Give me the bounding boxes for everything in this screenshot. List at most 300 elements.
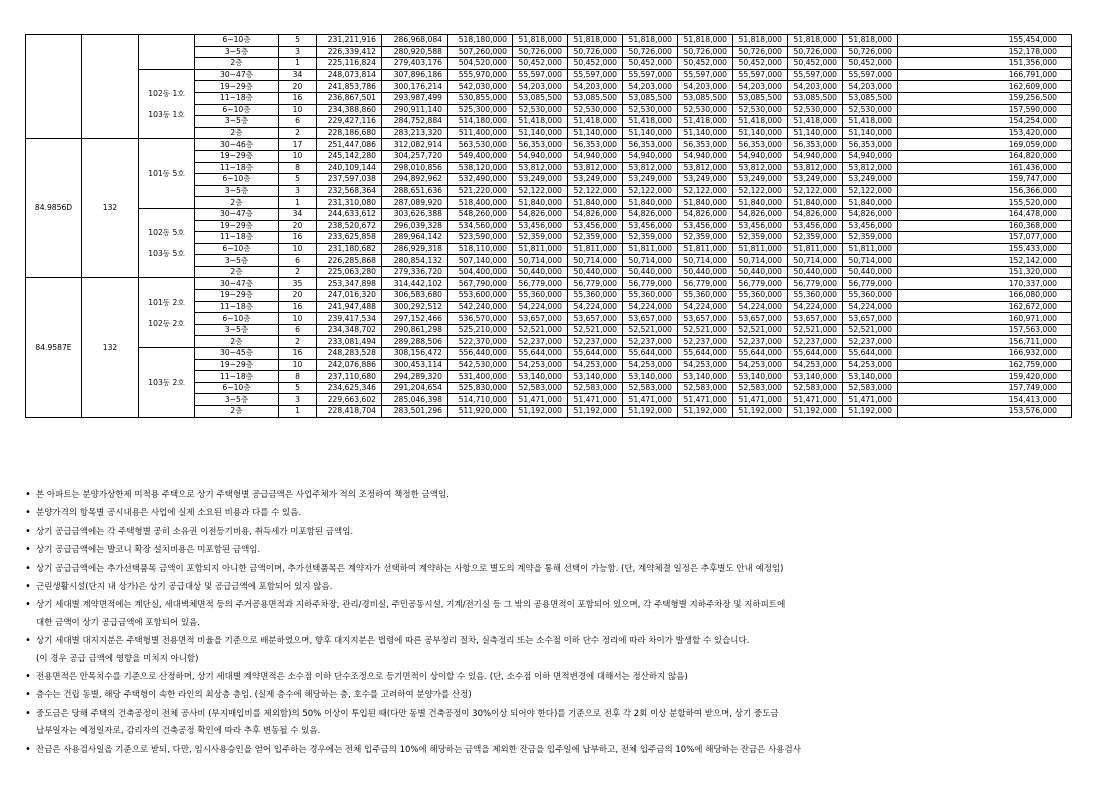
amount-cell: 53,249,000 bbox=[513, 174, 568, 186]
amount-cell: 52,530,000 bbox=[623, 104, 678, 116]
floor-range-cell: 11~18층 bbox=[195, 232, 279, 244]
amount-cell: 51,140,000 bbox=[733, 127, 788, 139]
total-amount-cell: 160,368,000 bbox=[898, 220, 1072, 232]
amount-cell: 52,521,000 bbox=[788, 324, 843, 336]
amount-cell: 538,120,000 bbox=[448, 162, 513, 174]
amount-cell: 511,400,000 bbox=[448, 127, 513, 139]
amount-cell: 226,285,868 bbox=[317, 255, 382, 267]
amount-cell: 55,644,000 bbox=[678, 348, 733, 360]
building-cell bbox=[139, 35, 195, 70]
amount-cell: 51,811,000 bbox=[623, 243, 678, 255]
amount-cell: 233,081,494 bbox=[317, 336, 382, 348]
building-label: 103동 1호 bbox=[148, 110, 185, 120]
amount-cell: 53,657,000 bbox=[733, 313, 788, 325]
amount-cell: 52,583,000 bbox=[788, 382, 843, 394]
amount-cell: 53,812,000 bbox=[733, 162, 788, 174]
note-item: • 중도금은 당해 주택의 건축공정이 전체 공사비 (부지매입비를 제외함)의 50% 이상이 투입된 때(다만 동별 건축공정이 30%이상 되어야 한다)를 기준으로 전후 각 2회 이상 분할하여 받으며, 상기 중도금 납부일자는 예정일자로, 감리자의 건축공정 확인에 따라 추후 변동될 수 있음. bbox=[25, 705, 1095, 741]
amount-cell: 55,597,000 bbox=[788, 69, 843, 81]
floor-range-cell: 2층 bbox=[195, 336, 279, 348]
amount-cell: 56,779,000 bbox=[623, 278, 678, 290]
amount-cell: 53,456,000 bbox=[678, 220, 733, 232]
amount-cell: 54,224,000 bbox=[788, 301, 843, 313]
amount-cell: 556,440,000 bbox=[448, 348, 513, 360]
total-amount-cell: 159,256,500 bbox=[898, 92, 1072, 104]
amount-cell: 52,237,000 bbox=[733, 336, 788, 348]
amount-cell: 54,253,000 bbox=[678, 359, 733, 371]
amount-cell: 51,418,000 bbox=[678, 116, 733, 128]
amount-cell: 52,583,000 bbox=[513, 382, 568, 394]
amount-cell: 51,840,000 bbox=[733, 197, 788, 209]
amount-cell: 53,456,000 bbox=[733, 220, 788, 232]
amount-cell: 55,644,000 bbox=[788, 348, 843, 360]
amount-cell: 567,790,000 bbox=[448, 278, 513, 290]
amount-cell: 50,440,000 bbox=[513, 266, 568, 278]
amount-cell: 289,288,506 bbox=[382, 336, 448, 348]
total-amount-cell: 166,791,000 bbox=[898, 69, 1072, 81]
amount-cell: 549,400,000 bbox=[448, 150, 513, 162]
amount-cell: 51,418,000 bbox=[513, 116, 568, 128]
amount-cell: 244,633,612 bbox=[317, 208, 382, 220]
total-amount-cell: 166,932,000 bbox=[898, 348, 1072, 360]
total-amount-cell: 157,563,000 bbox=[898, 324, 1072, 336]
household-count-cell: 3 bbox=[279, 185, 317, 197]
amount-cell: 52,359,000 bbox=[568, 232, 623, 244]
floor-range-cell: 19~29층 bbox=[195, 150, 279, 162]
amount-cell: 52,359,000 bbox=[733, 232, 788, 244]
amount-cell: 55,597,000 bbox=[843, 69, 898, 81]
amount-cell: 51,418,000 bbox=[788, 116, 843, 128]
total-amount-cell: 164,478,000 bbox=[898, 208, 1072, 220]
amount-cell: 287,089,920 bbox=[382, 197, 448, 209]
amount-cell: 54,826,000 bbox=[788, 208, 843, 220]
amount-cell: 54,224,000 bbox=[623, 301, 678, 313]
amount-cell: 530,855,000 bbox=[448, 92, 513, 104]
amount-cell: 53,456,000 bbox=[788, 220, 843, 232]
amount-cell: 53,140,000 bbox=[623, 371, 678, 383]
floor-range-cell: 3~5층 bbox=[195, 46, 279, 58]
amount-cell: 523,590,000 bbox=[448, 232, 513, 244]
amount-cell: 237,597,038 bbox=[317, 174, 382, 186]
amount-cell: 253,347,898 bbox=[317, 278, 382, 290]
household-count-cell: 16 bbox=[279, 232, 317, 244]
amount-cell: 52,521,000 bbox=[843, 324, 898, 336]
amount-cell: 241,947,488 bbox=[317, 301, 382, 313]
amount-cell: 51,471,000 bbox=[843, 394, 898, 406]
amount-cell: 51,811,000 bbox=[788, 243, 843, 255]
area-cell: 84.9587E bbox=[26, 278, 82, 417]
amount-cell: 50,714,000 bbox=[568, 255, 623, 267]
amount-cell: 52,521,000 bbox=[513, 324, 568, 336]
floor-range-cell: 6~10층 bbox=[195, 35, 279, 47]
total-amount-cell: 162,609,000 bbox=[898, 81, 1072, 93]
amount-cell: 51,471,000 bbox=[678, 394, 733, 406]
amount-cell: 245,142,280 bbox=[317, 150, 382, 162]
note-item: • 상기 세대별 계약면적에는 계단실, 세대벽체면적 등의 주거공용면적과 지하주차장, 관리/경비실, 주민공동시설, 기계/전기실 등 그 밖의 공용면적이 포함되어 있으며, 각 주택형별 지하주차장 및 지하피트에 대한 금액이 상기 공급금액에 포함되어 있음. bbox=[25, 596, 1095, 632]
amount-cell: 511,920,000 bbox=[448, 406, 513, 418]
amount-cell: 52,237,000 bbox=[788, 336, 843, 348]
note-item: • 잔금은 사용검사일을 기준으로 받되, 다만, 임시사용승인을 얻어 입주하는 경우에는 전체 입주금의 10%에 해당하는 금액을 제외한 잔금을 입주일에 납부하고, 전체 입주금의 10%에 해당하는 잔금은 사용검사 bbox=[25, 741, 1095, 759]
amount-cell: 542,530,000 bbox=[448, 359, 513, 371]
amount-cell: 300,453,114 bbox=[382, 359, 448, 371]
note-item: • 층수는 건립 동별, 해당 주택형이 속한 라인의 최상층 층임. (실제 층수에 해당하는 층, 호수를 고려하여 분양가를 산정) bbox=[25, 686, 1095, 704]
amount-cell: 229,427,116 bbox=[317, 116, 382, 128]
amount-cell: 56,353,000 bbox=[568, 139, 623, 151]
amount-cell: 56,779,000 bbox=[513, 278, 568, 290]
amount-cell: 286,929,318 bbox=[382, 243, 448, 255]
amount-cell: 52,583,000 bbox=[843, 382, 898, 394]
amount-cell: 300,292,512 bbox=[382, 301, 448, 313]
household-count-cell: 10 bbox=[279, 150, 317, 162]
amount-cell: 283,501,296 bbox=[382, 406, 448, 418]
total-amount-cell: 157,749,000 bbox=[898, 382, 1072, 394]
amount-cell: 225,063,280 bbox=[317, 266, 382, 278]
amount-cell: 53,085,500 bbox=[678, 92, 733, 104]
floor-range-cell: 19~29층 bbox=[195, 220, 279, 232]
total-amount-cell: 159,420,000 bbox=[898, 371, 1072, 383]
amount-cell: 294,892,962 bbox=[382, 174, 448, 186]
amount-cell: 514,710,000 bbox=[448, 394, 513, 406]
amount-cell: 555,970,000 bbox=[448, 69, 513, 81]
amount-cell: 53,249,000 bbox=[788, 174, 843, 186]
amount-cell: 52,122,000 bbox=[843, 185, 898, 197]
total-amount-cell: 164,820,000 bbox=[898, 150, 1072, 162]
total-amount-cell: 156,711,000 bbox=[898, 336, 1072, 348]
table-row bbox=[26, 139, 1072, 151]
amount-cell: 56,779,000 bbox=[788, 278, 843, 290]
area-cell: 84.9856D bbox=[26, 139, 82, 278]
amount-cell: 51,840,000 bbox=[843, 197, 898, 209]
floor-range-cell: 3~5층 bbox=[195, 185, 279, 197]
note-item: • 전용면적은 안목치수를 기준으로 산정하며, 상기 세대별 계약면적은 소수점 이하 단수조정으로 등기면적이 상이할 수 있음. (단, 소수점 이하 면적변경에 대해서는 정산하지 않음) bbox=[25, 668, 1095, 686]
amount-cell: 247,016,320 bbox=[317, 290, 382, 302]
amount-cell: 55,360,000 bbox=[568, 290, 623, 302]
amount-cell: 280,920,588 bbox=[382, 46, 448, 58]
amount-cell: 553,600,000 bbox=[448, 290, 513, 302]
floor-range-cell: 19~29층 bbox=[195, 81, 279, 93]
amount-cell: 514,180,000 bbox=[448, 116, 513, 128]
amount-cell: 56,353,000 bbox=[513, 139, 568, 151]
amount-cell: 52,521,000 bbox=[568, 324, 623, 336]
total-amount-cell: 154,254,000 bbox=[898, 116, 1072, 128]
amount-cell: 286,968,084 bbox=[382, 35, 448, 47]
amount-cell: 531,400,000 bbox=[448, 371, 513, 383]
amount-cell: 53,140,000 bbox=[733, 371, 788, 383]
amount-cell: 53,249,000 bbox=[733, 174, 788, 186]
amount-cell: 52,237,000 bbox=[623, 336, 678, 348]
amount-cell: 54,826,000 bbox=[678, 208, 733, 220]
amount-cell: 56,353,000 bbox=[623, 139, 678, 151]
building-label: 102동 1호 bbox=[148, 89, 185, 99]
amount-cell: 51,840,000 bbox=[678, 197, 733, 209]
total-amount-cell: 162,672,000 bbox=[898, 301, 1072, 313]
amount-cell: 50,440,000 bbox=[623, 266, 678, 278]
amount-cell: 52,359,000 bbox=[623, 232, 678, 244]
amount-cell: 53,249,000 bbox=[568, 174, 623, 186]
amount-cell: 53,456,000 bbox=[623, 220, 678, 232]
amount-cell: 53,085,500 bbox=[733, 92, 788, 104]
floor-range-cell: 2층 bbox=[195, 58, 279, 70]
amount-cell: 50,452,000 bbox=[843, 58, 898, 70]
table-row bbox=[26, 69, 1072, 81]
amount-cell: 234,388,860 bbox=[317, 104, 382, 116]
amount-cell: 521,220,000 bbox=[448, 185, 513, 197]
amount-cell: 53,085,500 bbox=[513, 92, 568, 104]
amount-cell: 237,110,680 bbox=[317, 371, 382, 383]
amount-cell: 50,714,000 bbox=[623, 255, 678, 267]
amount-cell: 50,714,000 bbox=[843, 255, 898, 267]
amount-cell: 53,249,000 bbox=[843, 174, 898, 186]
amount-cell: 52,521,000 bbox=[733, 324, 788, 336]
amount-cell: 50,726,000 bbox=[513, 46, 568, 58]
floor-range-cell: 19~29층 bbox=[195, 290, 279, 302]
amount-cell: 53,812,000 bbox=[568, 162, 623, 174]
amount-cell: 280,854,132 bbox=[382, 255, 448, 267]
household-count-cell: 6 bbox=[279, 255, 317, 267]
amount-cell: 525,830,000 bbox=[448, 382, 513, 394]
amount-cell: 225,116,824 bbox=[317, 58, 382, 70]
amount-cell: 53,140,000 bbox=[843, 371, 898, 383]
amount-cell: 52,521,000 bbox=[623, 324, 678, 336]
unit-count-cell bbox=[82, 35, 139, 139]
floor-range-cell: 30~45층 bbox=[195, 348, 279, 360]
amount-cell: 51,818,000 bbox=[678, 35, 733, 47]
floor-range-cell: 6~10층 bbox=[195, 104, 279, 116]
amount-cell: 51,818,000 bbox=[623, 35, 678, 47]
amount-cell: 51,818,000 bbox=[843, 35, 898, 47]
amount-cell: 51,192,000 bbox=[513, 406, 568, 418]
amount-cell: 232,568,364 bbox=[317, 185, 382, 197]
amount-cell: 51,192,000 bbox=[678, 406, 733, 418]
amount-cell: 54,940,000 bbox=[678, 150, 733, 162]
amount-cell: 50,726,000 bbox=[568, 46, 623, 58]
household-count-cell: 2 bbox=[279, 266, 317, 278]
amount-cell: 55,360,000 bbox=[843, 290, 898, 302]
amount-cell: 50,714,000 bbox=[788, 255, 843, 267]
amount-cell: 54,203,000 bbox=[623, 81, 678, 93]
amount-cell: 55,360,000 bbox=[788, 290, 843, 302]
building-label: 103동 2호 bbox=[148, 377, 185, 387]
floor-range-cell: 6~10층 bbox=[195, 243, 279, 255]
household-count-cell: 5 bbox=[279, 382, 317, 394]
amount-cell: 50,714,000 bbox=[733, 255, 788, 267]
household-count-cell: 10 bbox=[279, 359, 317, 371]
amount-cell: 52,530,000 bbox=[733, 104, 788, 116]
note-item: • 근린생활시설(단지 내 상가)은 상기 공급대상 및 공급금액에 포함되어 있지 않음. bbox=[25, 578, 1095, 596]
amount-cell: 238,520,672 bbox=[317, 220, 382, 232]
amount-cell: 52,359,000 bbox=[513, 232, 568, 244]
amount-cell: 51,811,000 bbox=[678, 243, 733, 255]
floor-range-cell: 2층 bbox=[195, 127, 279, 139]
household-count-cell: 20 bbox=[279, 220, 317, 232]
building-label: 101동 2호 bbox=[148, 297, 185, 307]
amount-cell: 54,826,000 bbox=[623, 208, 678, 220]
amount-cell: 50,440,000 bbox=[843, 266, 898, 278]
amount-cell: 54,224,000 bbox=[843, 301, 898, 313]
amount-cell: 55,644,000 bbox=[843, 348, 898, 360]
total-amount-cell: 155,520,000 bbox=[898, 197, 1072, 209]
amount-cell: 51,840,000 bbox=[788, 197, 843, 209]
amount-cell: 53,085,500 bbox=[788, 92, 843, 104]
amount-cell: 51,840,000 bbox=[623, 197, 678, 209]
building-cell bbox=[139, 278, 195, 348]
amount-cell: 55,360,000 bbox=[733, 290, 788, 302]
household-count-cell: 16 bbox=[279, 301, 317, 313]
amount-cell: 54,826,000 bbox=[568, 208, 623, 220]
amount-cell: 50,726,000 bbox=[843, 46, 898, 58]
amount-cell: 51,818,000 bbox=[568, 35, 623, 47]
amount-cell: 291,204,654 bbox=[382, 382, 448, 394]
amount-cell: 296,039,328 bbox=[382, 220, 448, 232]
amount-cell: 54,826,000 bbox=[843, 208, 898, 220]
amount-cell: 54,203,000 bbox=[788, 81, 843, 93]
amount-cell: 54,203,000 bbox=[733, 81, 788, 93]
amount-cell: 306,583,680 bbox=[382, 290, 448, 302]
amount-cell: 52,237,000 bbox=[678, 336, 733, 348]
amount-cell: 56,353,000 bbox=[788, 139, 843, 151]
amount-cell: 525,300,000 bbox=[448, 104, 513, 116]
amount-cell: 51,471,000 bbox=[623, 394, 678, 406]
floor-range-cell: 30~47층 bbox=[195, 208, 279, 220]
total-amount-cell: 166,080,000 bbox=[898, 290, 1072, 302]
building-label: 101동 5호 bbox=[148, 169, 185, 179]
total-amount-cell: 152,178,000 bbox=[898, 46, 1072, 58]
household-count-cell: 2 bbox=[279, 336, 317, 348]
amount-cell: 279,403,176 bbox=[382, 58, 448, 70]
amount-cell: 56,779,000 bbox=[678, 278, 733, 290]
total-amount-cell: 153,576,000 bbox=[898, 406, 1072, 418]
amount-cell: 54,224,000 bbox=[733, 301, 788, 313]
floor-range-cell: 3~5층 bbox=[195, 116, 279, 128]
floor-range-cell: 2층 bbox=[195, 266, 279, 278]
building-cell bbox=[139, 69, 195, 139]
amount-cell: 563,530,000 bbox=[448, 139, 513, 151]
amount-cell: 52,583,000 bbox=[568, 382, 623, 394]
floor-range-cell: 6~10층 bbox=[195, 313, 279, 325]
amount-cell: 542,030,000 bbox=[448, 81, 513, 93]
amount-cell: 51,418,000 bbox=[733, 116, 788, 128]
amount-cell: 51,192,000 bbox=[733, 406, 788, 418]
amount-cell: 51,840,000 bbox=[513, 197, 568, 209]
note-item: • 상기 공급금액에는 추가선택품목 금액이 포함되지 아니한 금액이며, 추가선택품목은 계약자가 선택하여 계약하는 사항으로 별도의 계약을 통해 선택이 가능함. (단, 계약체결 일정은 추후별도 안내 예정임) bbox=[25, 560, 1095, 578]
amount-cell: 234,348,702 bbox=[317, 324, 382, 336]
amount-cell: 53,140,000 bbox=[678, 371, 733, 383]
amount-cell: 507,140,000 bbox=[448, 255, 513, 267]
amount-cell: 51,418,000 bbox=[623, 116, 678, 128]
household-count-cell: 1 bbox=[279, 406, 317, 418]
amount-cell: 52,530,000 bbox=[678, 104, 733, 116]
amount-cell: 50,452,000 bbox=[788, 58, 843, 70]
total-amount-cell: 170,337,000 bbox=[898, 278, 1072, 290]
amount-cell: 53,249,000 bbox=[678, 174, 733, 186]
amount-cell: 50,726,000 bbox=[733, 46, 788, 58]
amount-cell: 248,073,814 bbox=[317, 69, 382, 81]
amount-cell: 52,359,000 bbox=[843, 232, 898, 244]
amount-cell: 251,447,086 bbox=[317, 139, 382, 151]
floor-range-cell: 6~10층 bbox=[195, 174, 279, 186]
amount-cell: 53,657,000 bbox=[678, 313, 733, 325]
amount-cell: 51,471,000 bbox=[733, 394, 788, 406]
total-amount-cell: 161,436,000 bbox=[898, 162, 1072, 174]
amount-cell: 54,253,000 bbox=[513, 359, 568, 371]
total-amount-cell: 157,077,000 bbox=[898, 232, 1072, 244]
amount-cell: 52,122,000 bbox=[568, 185, 623, 197]
amount-cell: 50,726,000 bbox=[623, 46, 678, 58]
amount-cell: 53,657,000 bbox=[513, 313, 568, 325]
amount-cell: 51,471,000 bbox=[513, 394, 568, 406]
amount-cell: 51,811,000 bbox=[733, 243, 788, 255]
notes-list bbox=[25, 486, 1095, 759]
amount-cell: 54,253,000 bbox=[733, 359, 788, 371]
amount-cell: 284,752,884 bbox=[382, 116, 448, 128]
building-cell bbox=[139, 348, 195, 418]
amount-cell: 54,224,000 bbox=[568, 301, 623, 313]
amount-cell: 294,289,320 bbox=[382, 371, 448, 383]
amount-cell: 52,122,000 bbox=[513, 185, 568, 197]
amount-cell: 51,818,000 bbox=[788, 35, 843, 47]
amount-cell: 53,085,500 bbox=[843, 92, 898, 104]
amount-cell: 248,283,528 bbox=[317, 348, 382, 360]
amount-cell: 54,940,000 bbox=[568, 150, 623, 162]
amount-cell: 231,310,080 bbox=[317, 197, 382, 209]
amount-cell: 55,360,000 bbox=[678, 290, 733, 302]
amount-cell: 52,237,000 bbox=[513, 336, 568, 348]
amount-cell: 54,203,000 bbox=[568, 81, 623, 93]
household-count-cell: 2 bbox=[279, 127, 317, 139]
amount-cell: 293,987,499 bbox=[382, 92, 448, 104]
amount-cell: 52,583,000 bbox=[733, 382, 788, 394]
floor-range-cell: 3~5층 bbox=[195, 394, 279, 406]
floor-range-cell: 11~18층 bbox=[195, 92, 279, 104]
amount-cell: 52,530,000 bbox=[513, 104, 568, 116]
household-count-cell: 1 bbox=[279, 197, 317, 209]
amount-cell: 51,192,000 bbox=[843, 406, 898, 418]
amount-cell: 52,530,000 bbox=[843, 104, 898, 116]
amount-cell: 504,520,000 bbox=[448, 58, 513, 70]
amount-cell: 53,657,000 bbox=[568, 313, 623, 325]
amount-cell: 50,440,000 bbox=[788, 266, 843, 278]
amount-cell: 51,471,000 bbox=[788, 394, 843, 406]
household-count-cell: 3 bbox=[279, 46, 317, 58]
floor-range-cell: 6~10층 bbox=[195, 382, 279, 394]
amount-cell: 54,253,000 bbox=[568, 359, 623, 371]
amount-cell: 307,896,186 bbox=[382, 69, 448, 81]
household-count-cell: 6 bbox=[279, 116, 317, 128]
amount-cell: 51,471,000 bbox=[568, 394, 623, 406]
amount-cell: 50,726,000 bbox=[678, 46, 733, 58]
amount-cell: 240,109,144 bbox=[317, 162, 382, 174]
amount-cell: 52,122,000 bbox=[788, 185, 843, 197]
amount-cell: 51,811,000 bbox=[843, 243, 898, 255]
amount-cell: 290,861,298 bbox=[382, 324, 448, 336]
amount-cell: 285,046,398 bbox=[382, 394, 448, 406]
amount-cell: 542,240,000 bbox=[448, 301, 513, 313]
amount-cell: 50,714,000 bbox=[513, 255, 568, 267]
amount-cell: 234,625,346 bbox=[317, 382, 382, 394]
amount-cell: 233,625,858 bbox=[317, 232, 382, 244]
amount-cell: 56,779,000 bbox=[733, 278, 788, 290]
amount-cell: 54,203,000 bbox=[513, 81, 568, 93]
amount-cell: 304,257,720 bbox=[382, 150, 448, 162]
total-amount-cell: 169,059,000 bbox=[898, 139, 1072, 151]
amount-cell: 56,353,000 bbox=[843, 139, 898, 151]
unit-count-cell: 132 bbox=[82, 278, 139, 417]
total-amount-cell: 151,320,000 bbox=[898, 266, 1072, 278]
floor-range-cell: 30~47층 bbox=[195, 69, 279, 81]
amount-cell: 55,597,000 bbox=[513, 69, 568, 81]
floor-range-cell: 11~18층 bbox=[195, 162, 279, 174]
amount-cell: 50,440,000 bbox=[678, 266, 733, 278]
amount-cell: 279,336,720 bbox=[382, 266, 448, 278]
